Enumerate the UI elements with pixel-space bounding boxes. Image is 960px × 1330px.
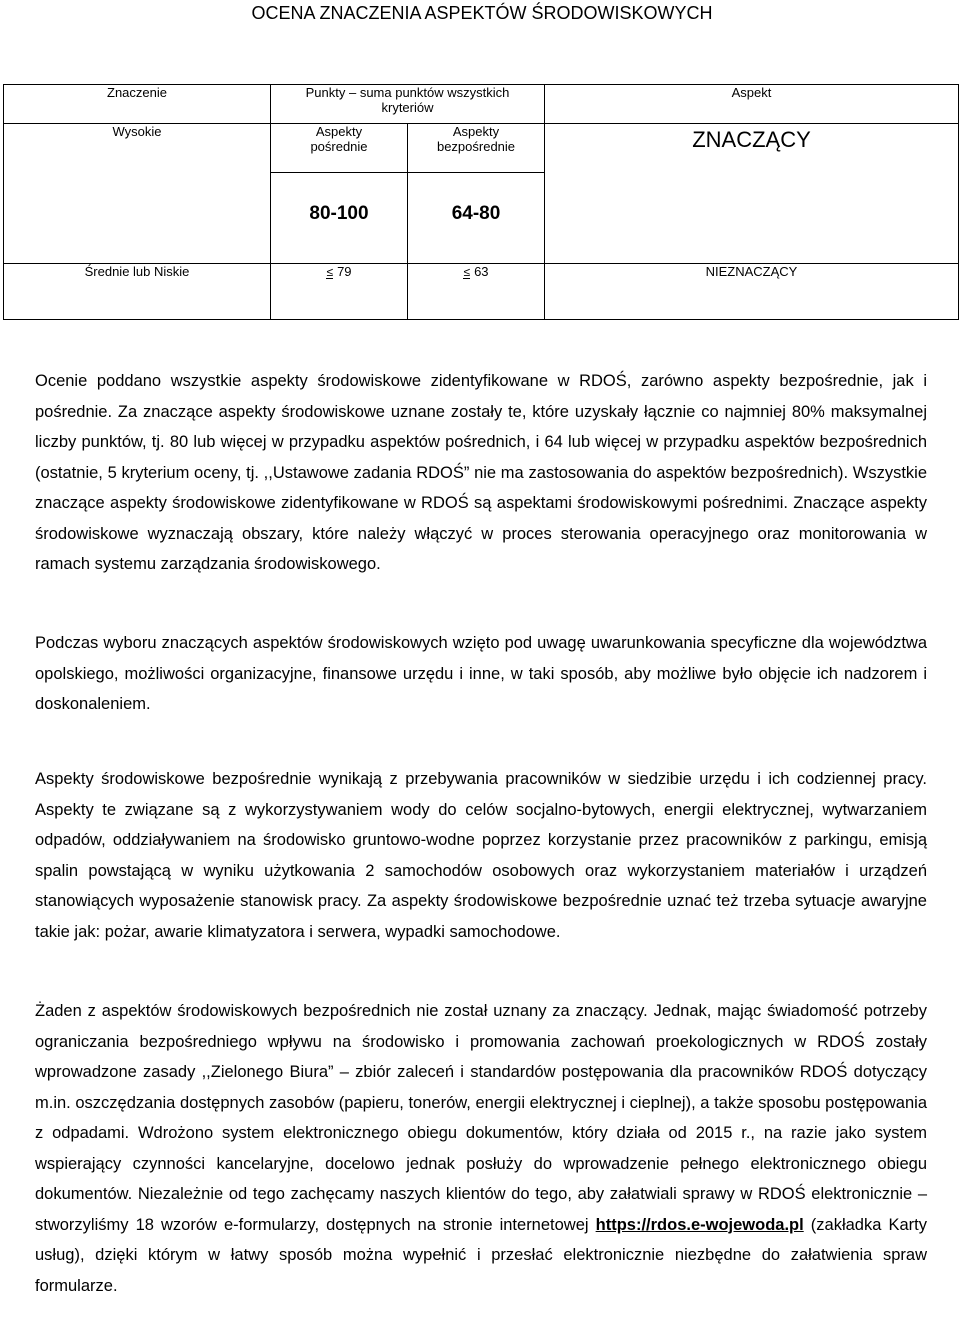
cell-low-label: Średnie lub Niskie — [4, 264, 271, 320]
table-row-high — [4, 124, 959, 173]
header-points: Punkty – suma punktów wszystkich kryteriów — [271, 85, 545, 124]
table-header-row — [4, 85, 959, 124]
paragraph-assessment: Ocenie poddano wszystkie aspekty środowiskowe zidentyfikowane w RDOŚ, zarówno aspekty bezpośrednie, jak i pośrednie. Za znaczące aspekty środowiskowe uznane zostały te, które uzyskały łącznie co najmniej 80% maksymalnej liczby punktów, tj. 80 lub więcej w przypadku aspektów pośrednich, i 64 lub więcej w przypadku aspektów bezpośrednich (ostatnie, 5 kryterium oceny, tj. ,,Ustawowe zadania RDOŚ” nie ma zastosowania do aspektów bezpośrednich). Wszystkie znaczące aspekty środowiskowe zidentyfikowane w RDOŚ są aspektami środowiskowymi pośrednimi. Znaczące aspekty środowiskowe wyznaczają obszary, które należy włączyć w proces sterowania operacyjnego oraz monitorowania w ramach systemu zarządzania środowiskowego. — [35, 372, 927, 573]
cell-high-label: Wysokie — [4, 124, 271, 264]
paragraph-direct-aspects: Aspekty środowiskowe bezpośrednie wynikają z przebywania pracowników w siedzibie urzędu i ich codziennej pracy. Aspekty te związane są z wykorzystywaniem wody do celów socjalno-bytowych, energii elektrycznej, wytwarzaniem odpadów, oddziaływaniem na środowisko gruntowo-wodne poprzez korzystanie przez pracowników z parkingu, emisją spalin powstającą w wyniku użytkowania 2 samochodów osobowych oraz wykorzystaniem materiałów i urządzeń stanowiących wyposażenie stanowisk pracy. Za aspekty środowiskowe bezpośrednie uznać też trzeba sytuacje awaryjne takie jak: pożar, awarie klimatyzatora i serwera, wypadki samochodowe. — [35, 770, 927, 941]
page-title: OCENA ZNACZENIA ASPEKTÓW ŚRODOWISKOWYCH — [251, 3, 713, 23]
table-row-low — [4, 264, 959, 320]
cell-significant: ZNACZĄCY — [545, 124, 959, 264]
le-symbol: ≤ — [326, 265, 334, 279]
website-link[interactable]: https://rdos.e-wojewoda.pl — [595, 1215, 804, 1234]
cell-indirect-range: 80-100 — [271, 173, 408, 264]
cell-indirect-max: ≤ 79 — [271, 264, 408, 320]
header-aspect: Aspekt — [545, 85, 959, 124]
cell-direct-label: Aspekty bezpośrednie — [408, 124, 545, 173]
le-symbol: ≤ — [463, 265, 471, 279]
paragraph-green-office: Żaden z aspektów środowiskowych bezpośrednich nie został uznany za znaczący. Jednak, mając świadomość potrzeby ograniczania bezpośredniego wpływu na środowisko i promowania zachowań proekologicznych w RDOŚ zostały wprowadzone zasady ,,Zielonego Biura” – zbiór zaleceń i standardów postępowania dla pracowników RDOŚ dotyczący m.in. oszczędzania dostępnych zasobów (papieru, tonerów, energii elektrycznej i cieplnej), a także sposobu postępowania z odpadami. Wdrożono system elektronicznego obiegu dokumentów, który działa od 2015 r., na razie jako system wspierający czynności kancelaryjne, docelowo jednak posłuży do wprowadzenie pełnego elektronicznego obiegu dokumentów. Niezależnie od tego zachęcamy naszych klientów do tego, aby załatwiali sprawy w RDOŚ elektronicznie – stworzyliśmy 18 wzorów e-formularzy, dostępnych na stronie internetowej https://rdos.e-wojewoda.pl (zakładka Karty usług), dzięki którym w łatwy sposób można wypełnić i przesłać elektronicznie niezbędne do załatwienia spraw formularze. — [35, 1002, 927, 1295]
cell-direct-range: 64-80 — [408, 173, 545, 264]
cell-direct-max: ≤ 63 — [408, 264, 545, 320]
cell-not-significant: NIEZNACZĄCY — [545, 264, 959, 320]
significance-table — [3, 84, 959, 320]
cell-indirect-label: Aspekty pośrednie — [271, 124, 408, 173]
paragraph-selection: Podczas wyboru znaczących aspektów środowiskowych wzięto pod uwagę uwarunkowania specyficzne dla województwa opolskiego, możliwości organizacyjne, finansowe urzędu i inne, w taki sposób, aby możliwe było objęcie ich nadzorem i doskonaleniem. — [35, 634, 927, 713]
header-significance: Znaczenie — [4, 85, 271, 124]
